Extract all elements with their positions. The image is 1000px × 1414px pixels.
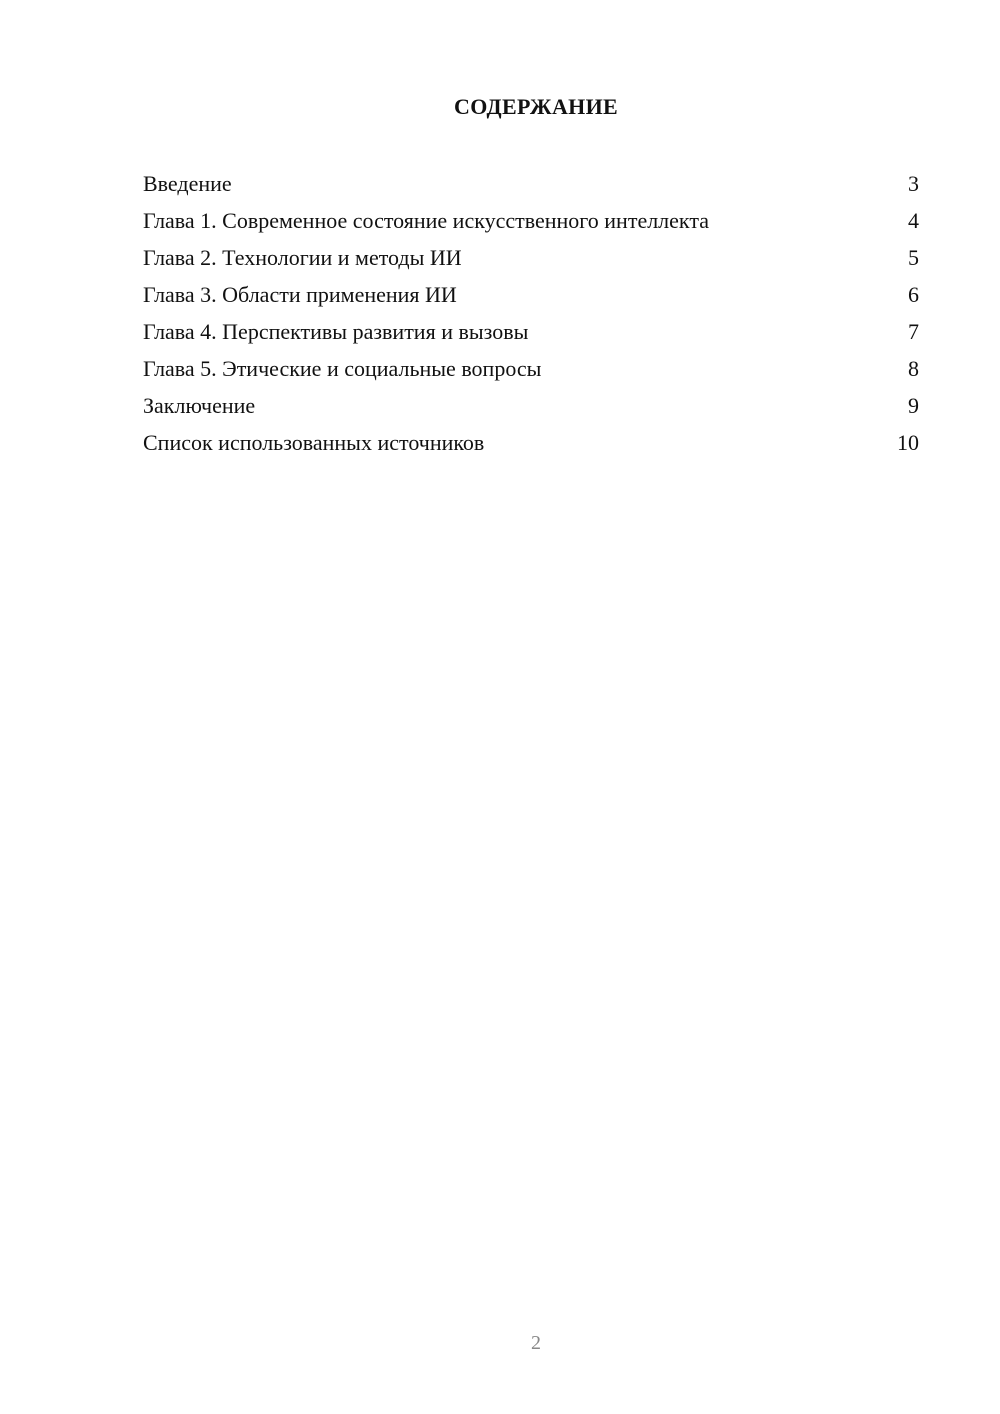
toc-entry-label: Введение (143, 171, 232, 196)
toc-entry-page: 4 (908, 208, 919, 233)
toc-entry-label: Глава 1. Современное состояние искусственного интеллекта (143, 208, 709, 233)
toc-heading: СОДЕРЖАНИЕ (454, 94, 618, 119)
toc-entry-references (143, 428, 919, 465)
toc-entry-chapter-5 (143, 354, 919, 391)
toc-entry-page: 7 (908, 319, 919, 344)
toc-entry-label: Глава 2. Технологии и методы ИИ (143, 245, 462, 270)
toc-entry-chapter-4 (143, 317, 919, 354)
toc-entry-label: Заключение (143, 393, 256, 418)
toc-entry-page: 9 (908, 393, 919, 418)
page-number: 2 (531, 1332, 541, 1354)
toc-entry-chapter-2 (143, 243, 919, 280)
toc-entry-page: 3 (908, 171, 919, 196)
table-of-contents (143, 169, 919, 465)
toc-entry-page: 10 (897, 430, 919, 455)
toc-entry-page: 6 (908, 282, 919, 307)
toc-entry-label: Глава 3. Области применения ИИ (143, 282, 457, 307)
toc-entry-page: 8 (908, 356, 919, 381)
toc-entry-chapter-3 (143, 280, 919, 317)
toc-entry-introduction (143, 169, 919, 206)
toc-entry-label: Список использованных источников (143, 430, 485, 455)
toc-entry-chapter-1 (143, 206, 919, 243)
toc-entry-label: Глава 5. Этические и социальные вопросы (143, 356, 542, 381)
toc-entry-conclusion (143, 391, 919, 428)
toc-entry-label: Глава 4. Перспективы развития и вызовы (143, 319, 529, 344)
toc-entry-page: 5 (908, 245, 919, 270)
